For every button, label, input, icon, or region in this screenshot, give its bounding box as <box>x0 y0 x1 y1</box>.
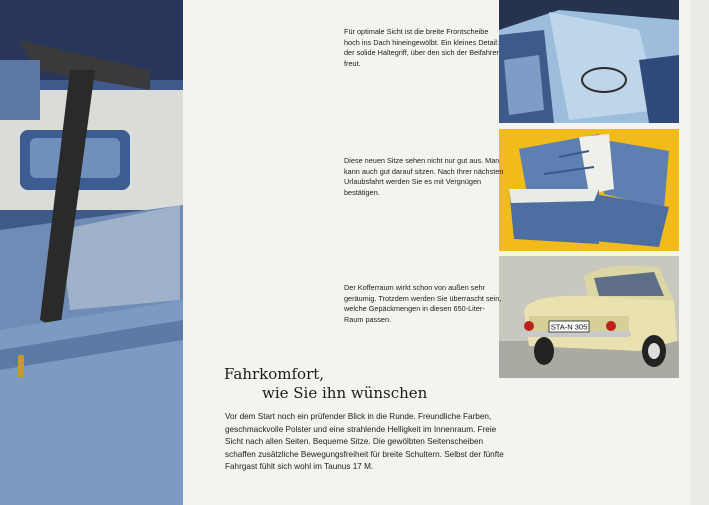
license-plate: STA-N 305 <box>550 322 588 332</box>
windshield-photo <box>499 0 679 123</box>
seats-caption: Diese neuen Sitze sehen nicht nur gut aus. Man kann auch gut darauf sitzen. Nach Ihrer nächsten Urlaubsfahrt werden Sie es mit Vergnügen bestätigen. <box>344 156 504 197</box>
trunk-caption: Der Kofferraum wirkt schon von außen sehr geräumig. Trotzdem werden Sie überrascht sein, welche Gepäckmengen in diesen 650-Liter-Raum passen. <box>344 283 502 324</box>
windshield-caption: Für optimale Sicht ist die breite Frontscheibe hoch ins Dach hineingewölbt. Ein kleines Detail: der solide Haltegriff, über den sich der Beifahrer freut. <box>344 27 499 68</box>
headline-line-2: wie Sie ihn wünschen <box>262 384 428 402</box>
seats-photo <box>499 129 679 251</box>
body-paragraph: Vor dem Start noch ein prüfender Blick in die Runde. Freundliche Farben, geschmackvolle Polster und eine strahlende Helligkeit im Innenraum. Freie Sicht nach allen Seiten. Bequeme Sitze. Die gewölbten Seitenscheiben schaffen zusätzliche Bewegungsfreiheit für breite Schultern. Selbst der fünfte Fahrgast fühlt sich wohl im Taunus 17 M. <box>225 412 504 471</box>
car-door-interior-photo <box>0 0 183 505</box>
page-edge <box>690 0 709 505</box>
car-trunk-photo <box>499 256 679 378</box>
headline-line-1: Fahrkomfort, <box>224 365 325 383</box>
